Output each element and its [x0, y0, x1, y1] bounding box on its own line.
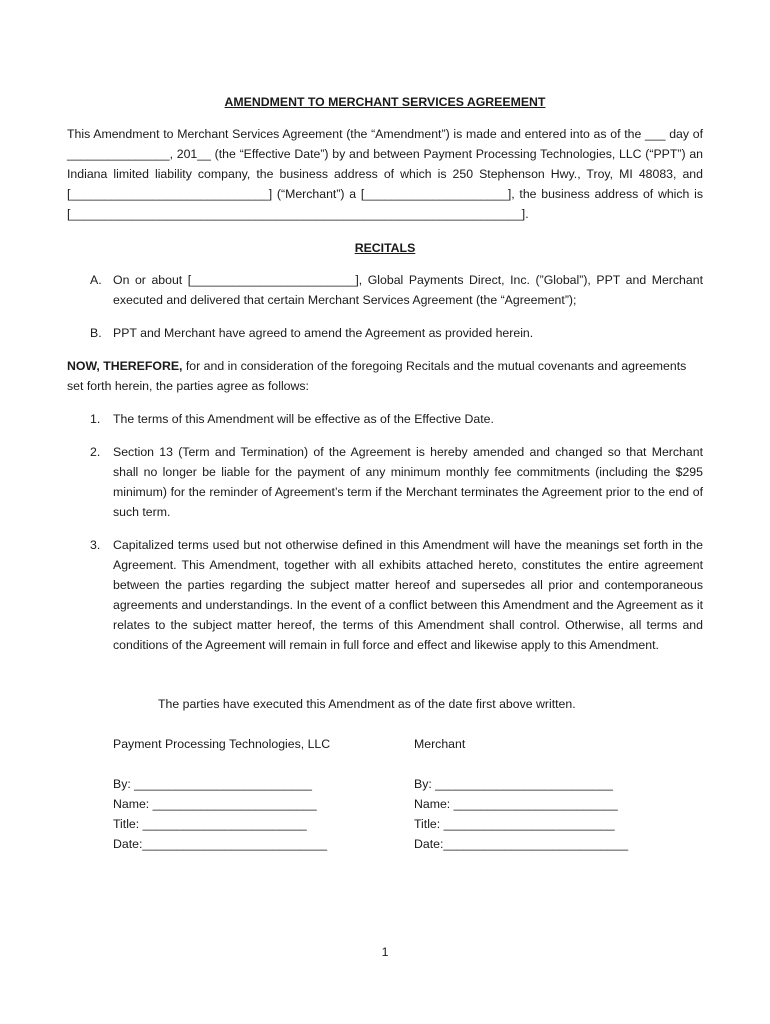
term-text-3: Capitalized terms used but not otherwise defined in this Amendment will have the meanings set forth in the Agreement. This Amendment, together with all exhibits attached hereto, constitutes the entire agreement between the parties regarding the subject matter hereof and supersedes all prior and contemporaneous agreements and understandings. In the event of a conflict between this Amendment and the Agreement as it relates to the subject matter hereof, the terms of this Amendment shall control. Otherwise, all terms and conditions of the Agreement will remain in full force and effect and likewise apply to this Amendment. [113, 538, 703, 652]
term-mark-1: 1. [90, 412, 101, 426]
recital-item-a [90, 270, 703, 310]
recital-mark-b: B. [90, 326, 102, 340]
signature-date-ppt[interactable]: Date:___________________________ [113, 837, 328, 851]
document-title: AMENDMENT TO MERCHANT SERVICES AGREEMENT [224, 95, 546, 109]
recitals-heading: RECITALS [354, 241, 416, 255]
recital-item-b [90, 323, 703, 343]
signature-date-merchant[interactable]: Date:___________________________ [414, 837, 629, 851]
term-text-1: The terms of this Amendment will be effective as of the Effective Date. [113, 412, 494, 426]
page-number: 1 [381, 945, 389, 959]
term-item-1 [90, 409, 703, 429]
recital-text-a: On or about [________________________], Global Payments Direct, Inc. (”Global”), PPT and Merchant executed and delivered that certain Merchant Services Agreement (the “Agreement”); [113, 273, 703, 307]
intro-paragraph: This Amendment to Merchant Services Agreement (the “Amendment”) is made and entered into as of the ___ day of _______________, 201__ (the “Effective Date”) by and between Payment Processing Technologies, LLC (“PPT”) an Indiana limited liability company, the business address of which is 250 Stephenson Hwy., Troy, MI 48083, and [_____________________________] (“Merchant”) a [_____________________], the business address of which is [__________________________________________________________________]. [67, 127, 703, 221]
recital-text-b: PPT and Merchant have agreed to amend the Agreement as provided herein. [113, 326, 534, 340]
now-therefore-lead: NOW, THEREFORE, [67, 359, 183, 373]
now-therefore-text: for and in consideration of the foregoing Recitals and the mutual covenants and agreements set forth herein, the parties agree as follows: [67, 359, 687, 393]
term-mark-2: 2. [90, 445, 101, 459]
term-text-2: Section 13 (Term and Termination) of the Agreement is hereby amended and changed so that Merchant shall no longer be liable for the payment of any minimum monthly fee commitments (including the $295 minimum) for the reminder of Agreement’s term if the Merchant terminates the Agreement prior to the end of such term. [113, 445, 703, 519]
signature-party-ppt: Payment Processing Technologies, LLC [113, 737, 331, 751]
term-item-3 [90, 535, 703, 655]
now-therefore-paragraph [67, 356, 703, 396]
term-mark-3: 3. [90, 538, 101, 552]
signature-title-ppt[interactable]: Title: ________________________ [113, 817, 307, 831]
signature-by-merchant[interactable]: By: __________________________ [414, 777, 613, 791]
recital-mark-a: A. [90, 273, 102, 287]
signature-by-ppt[interactable]: By: __________________________ [113, 777, 312, 791]
signature-title-merchant[interactable]: Title: _________________________ [414, 817, 615, 831]
closing-statement: The parties have executed this Amendment as of the date first above written. [158, 697, 576, 711]
signature-name-merchant[interactable]: Name: ________________________ [414, 797, 618, 811]
signature-party-merchant: Merchant [414, 737, 466, 751]
term-item-2 [90, 442, 703, 522]
signature-name-ppt[interactable]: Name: ________________________ [113, 797, 317, 811]
signature-block-ppt [113, 734, 330, 854]
signature-block-merchant [414, 734, 628, 854]
